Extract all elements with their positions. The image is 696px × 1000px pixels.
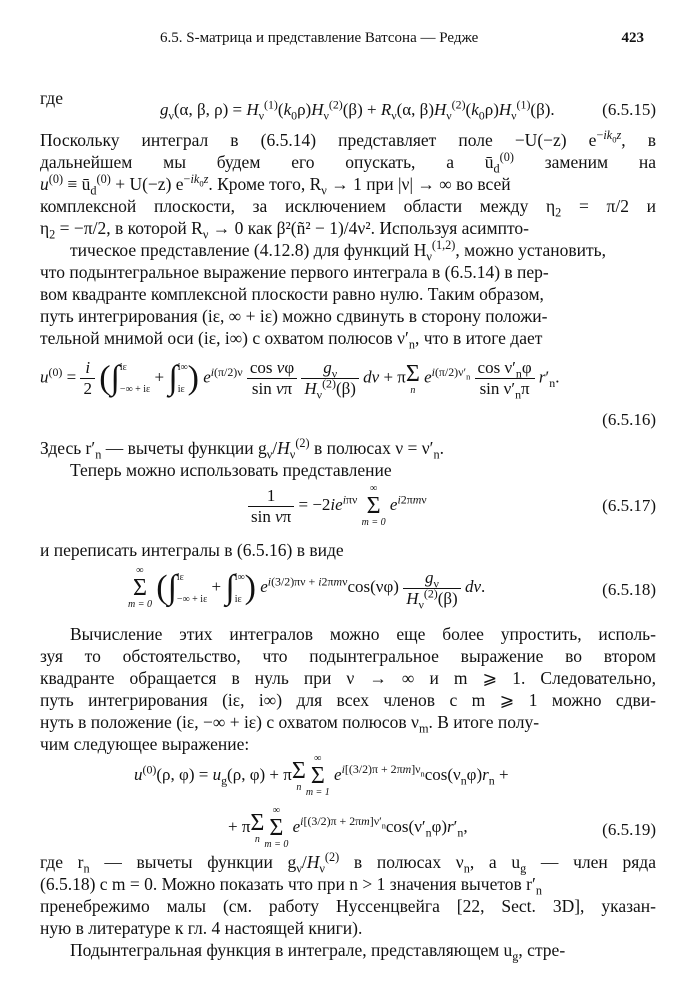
paragraph-3-line-1: где $r_n$ — вычеты функции $g_\nu/H_\nu^{(2)}$ в полюсах $\nu_n$, а $u_g$ — член ряда [40, 850, 656, 876]
page-header [0, 30, 696, 52]
paragraph-3-line-5: Подынтегральная функция в интеграле, представляющем $u_g$, стре- [70, 940, 566, 964]
paragraph-2-line-3: квадранте обращается в нуль при ν → ∞ и m ⩾ 1. Следовательно, [40, 668, 656, 688]
paragraph-2-line-2: зуя то обстоятельство, что подынтегральное выражение во втором [40, 646, 656, 666]
paragraph-1-line-7: что подынтегральное выражение первого интеграла в (6.5.14) в пер- [40, 262, 549, 282]
paragraph-1-line-8: вом квадранте комплексной плоскости равно нулю. Таким образом, [40, 284, 544, 304]
paragraph-2-line-5: нуть в положение (iε, −∞ + iε) с охватом полюсов $\nu_m$. В итоге полу- [40, 712, 540, 736]
paragraph-1-line-1: Поскольку интеграл в (6.5.14) представляет поле −U(−z) $e^{-ik_0z}$, в [40, 128, 656, 150]
equation-6-5-17: $\frac{1}{\text{sin νπ}}$ = $-2ie^{i\pi\nu}$ ∞ Σ m = 0 $e^{i2\pi m\nu}$ [248, 484, 548, 528]
paragraph-2-line-1: Вычисление этих интегралов можно еще более упростить, исполь- [70, 624, 656, 644]
paragraph-3-line-4: ную в литературе к гл. 4 настоящей книги). [40, 918, 363, 938]
text-perepisat: и переписать интегралы в (6.5.16) в виде [40, 540, 344, 560]
eq-number-6-5-17: (6.5.17) [602, 496, 656, 515]
paragraph-1-line-3: $u^{(0)}$ ≡ $ū_d^{(0)} + U(-z)$ $e^{-ik_0z}$. Кроме того, $R_\nu \to 1$ при |ν| → ∞ во всей [40, 172, 511, 198]
paragraph-3-line-2: (6.5.18) с m = 0. Можно показать что при n > 1 значения вычетов $r'_n$ [40, 874, 542, 898]
equation-6-5-19-line-1: $u^{(0)}(\rho$, $\varphi) = u_g(\rho$, φ) + π Σ n ∞ Σ m = 1 $e^{i[(3/2)\pi + 2\pi m]\nu_n}\cos(\nu_n\varphi)r_n$ + [134, 753, 509, 798]
eq-number-6-5-18: (6.5.18) [602, 580, 656, 599]
eq-number-6-5-19: (6.5.19) [602, 820, 656, 839]
paragraph-2-line-6: чим следующее выражение: [40, 734, 250, 754]
equation-6-5-15: $g_\nu(\alpha$, β, $\rho) = H_\nu^{(1)}(k_0\rho)H_\nu^{(2)}(\beta) + R_\nu(\alpha$, $\beta)H_\nu^{(2)}(k_0\rho)H_\nu^{(1)}(\beta)$. [160, 97, 555, 123]
paragraph-1-line-10: тельной мнимой оси (iε, i∞) с охватом полюсов $\nu'_n$, что в итоге дает [40, 328, 543, 352]
equation-6-5-16: $u^{(0)}$ = $\frac{i}{2}$ (∫iε −∞ + iε + ∫i∞ iε) $e^{i(\pi/2)\nu}$ $\frac{\text{cos νφ}}{\text{sin νπ}}$ $\frac{g_\nu}{H_\nu^{(2)}(\beta)}$ dν + π Σ n $e^{i(\pi/2)\nu'_n}$ $\frac{\cos \nu'_n\varphi}{\sin \nu'_n\pi}$ $r'_n$. [40, 358, 560, 402]
eq-number-6-5-15: (6.5.15) [602, 100, 656, 119]
paragraph-1-line-5: $\eta_2 = -\pi/2$, в которой $R_\nu \to 0$ как β²(ñ² − 1)/4ν². Используя асимпто- [40, 218, 529, 242]
paragraph-2-line-4: путь интегрирования (iε, i∞) для всех членов с m ⩾ 1 можно сдви- [40, 690, 656, 710]
running-head: 6.5. S-матрица и представление Ватсона — Редже [160, 30, 479, 46]
paragraph-1-line-6: тическое представление (4.12.8) для функций $H_\nu^{(1,2)}$, можно установить, [70, 238, 606, 264]
paragraph-1-line-2: дальнейшем мы будем его опускать, а $ū_d^{(0)}$ заменим на [40, 150, 656, 176]
paragraph-1-line-9: путь интегрирования (iε, ∞ + iε) можно сдвинуть в сторону положи- [40, 306, 548, 326]
equation-6-5-19-line-2: + π Σ n ∞ Σ m = 0 $e^{i[(3/2)\pi + 2\pi m]\nu'_n}\cos(\nu'_n\varphi)r'_n$, [228, 805, 468, 850]
paragraph-1-line-4: комплексной плоскости, за исключением области между $\eta_2 = \pi/2$ и [40, 196, 656, 220]
page-number: 423 [621, 30, 644, 46]
paragraph-3-line-3: пренебрежимо малы (см. работу Нуссенцвейга [22, Sect. 3D], указан- [40, 896, 656, 916]
text-gde: где [40, 88, 63, 108]
eq-number-6-5-16: (6.5.16) [602, 410, 656, 429]
text-teper: Теперь можно использовать представление [70, 460, 392, 480]
equation-6-5-18: ∞ Σ m = 0 (∫iε −∞ + iε + ∫i∞ iε) $e^{i(3/2)\pi\nu + i2\pi m\nu}\cos(\nu\varphi)$ $\frac{g_\nu}{H_\nu^{(2)}(\beta)}$ dν. [128, 565, 486, 611]
text-zdes: Здесь $r'_n$ — вычеты функции $g_\nu/H_\nu^{(2)}$ в полюсах $\nu = \nu'_n$. [40, 436, 444, 462]
